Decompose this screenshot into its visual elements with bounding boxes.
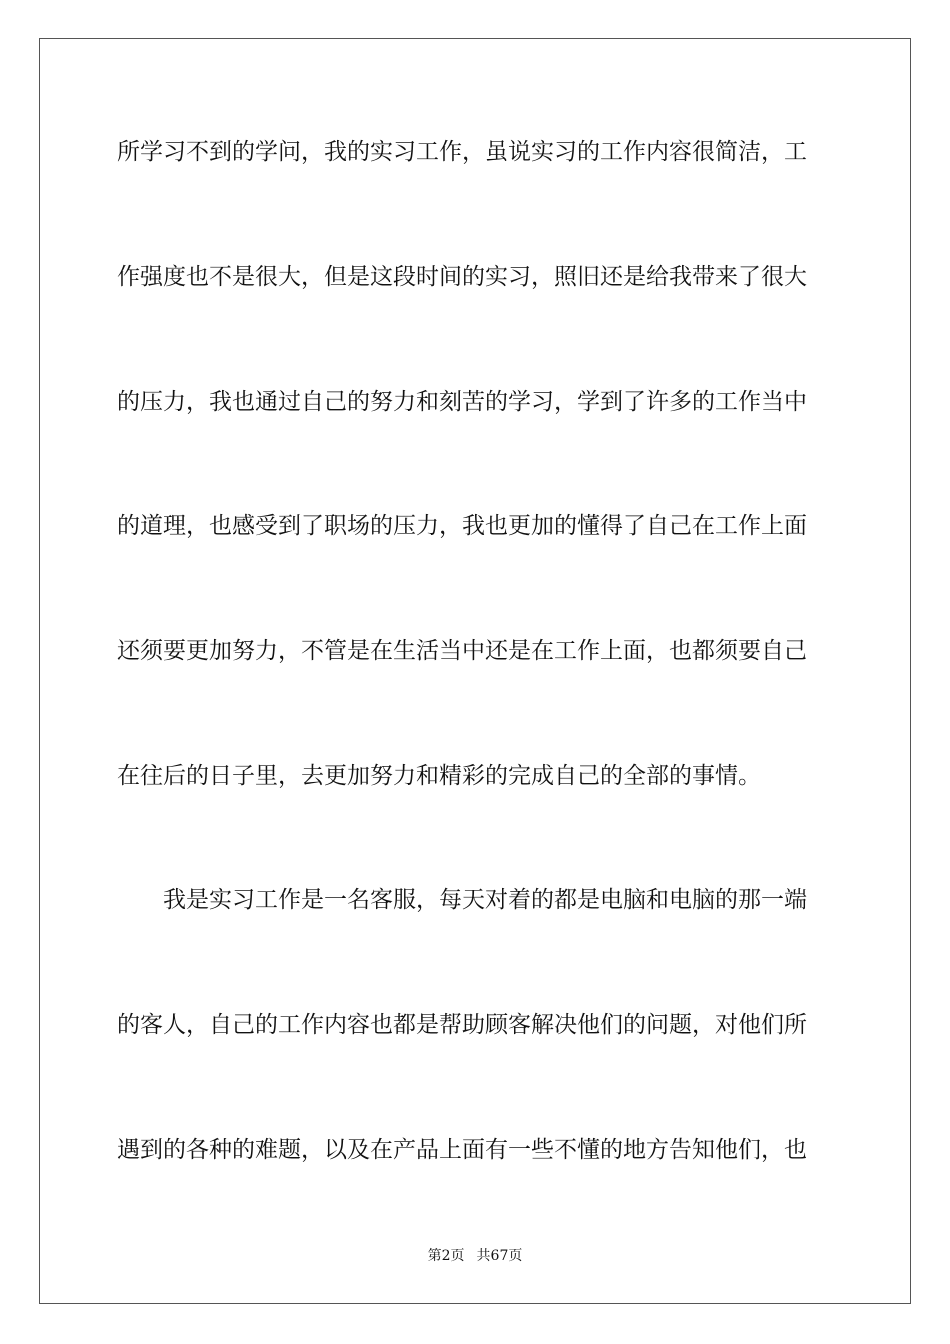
body-line-2: 作强度也不是很大，但是这段时间的实习，照旧还是给我带来了很大 xyxy=(117,264,807,290)
body-line-4: 的道理，也感受到了职场的压力，我也更加的懂得了自己在工作上面 xyxy=(117,513,807,539)
page-number-current: 第2页 xyxy=(427,1248,465,1264)
page-frame xyxy=(39,38,911,1304)
body-line-7: 我是实习工作是一名客服，每天对着的都是电脑和电脑的那一端 xyxy=(117,887,807,913)
body-line-8: 的客人，自己的工作内容也都是帮助顾客解决他们的问题，对他们所 xyxy=(117,1012,807,1038)
body-line-3: 的压力，我也通过自己的努力和刻苦的学习，学到了许多的工作当中 xyxy=(117,389,807,415)
page-footer xyxy=(0,1247,950,1265)
page-number-total: 共67页 xyxy=(476,1248,523,1264)
body-line-5: 还须要更加努力，不管是在生活当中还是在工作上面，也都须要自己 xyxy=(117,638,807,664)
body-line-9: 遇到的各种的难题，以及在产品上面有一些不懂的地方告知他们，也 xyxy=(117,1137,807,1163)
body-line-6: 在往后的日子里，去更加努力和精彩的完成自己的全部的事情。 xyxy=(117,763,761,789)
body-line-1: 所学习不到的学问，我的实习工作，虽说实习的工作内容很简洁，工 xyxy=(117,139,807,165)
